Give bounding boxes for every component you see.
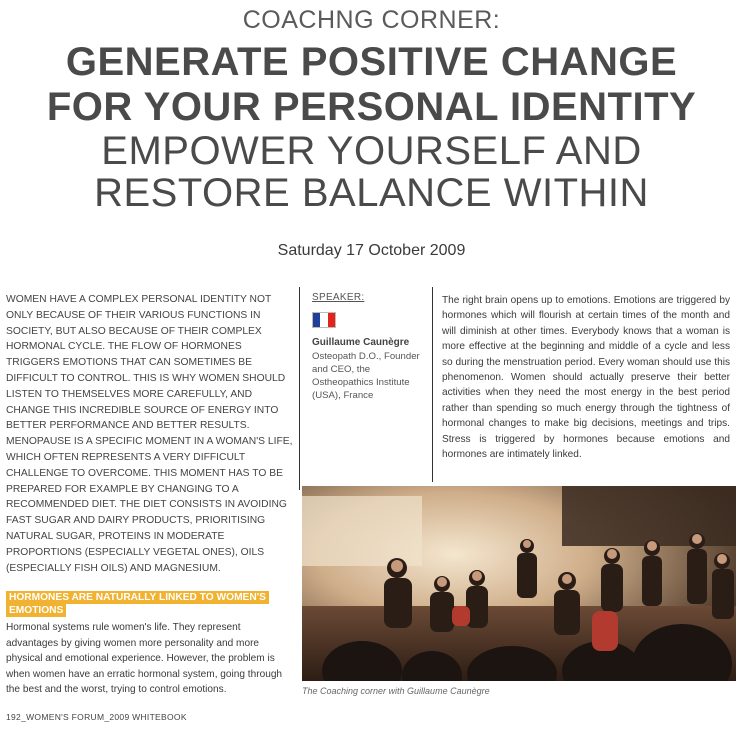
column-divider-left (299, 287, 300, 490)
page-footer: 192_WOMEN'S FORUM_2009 WHITEBOOK (6, 712, 187, 722)
event-photo (302, 486, 736, 681)
section-heading (6, 591, 291, 617)
photo-illustration (302, 486, 736, 681)
speaker-box (312, 292, 432, 402)
speaker-name: Guillaume Caunègre (312, 337, 410, 348)
headline-line-1: GENERATE POSITIVE CHANGE (65, 40, 678, 84)
flag-stripe-red (328, 313, 335, 327)
paragraph-hormones: Hormonal systems rule women's life. They represent advantages by giving women more personality and more physical and emotional experience. However, the problem is when women have an erratic hormonal system, going through the best and the worst, trying to control emotions. (6, 622, 283, 696)
subhead-line-1: EMPOWER YOURSELF AND (101, 129, 642, 173)
flag-stripe-blue (313, 313, 320, 327)
subheadline (0, 130, 743, 214)
right-column-text: The right brain opens up to emotions. Emotions are triggered by hormones which will flourish at certain times of the month and will diminish at other times. Everybody knows that a woman is more effective at the beginning and middle of a cycle and less so during the menstruation period. Every woman should use this phenomenon. Women should actually preserve their better activities when they need the most energy in the best period rather than spending so much energy through the tightness of hormonal changes to make big decisions, meetings and trips. Stress is triggered by hormones because emotions and hormones are intimately linked. (442, 295, 730, 461)
photo-caption: The Coaching corner with Guillaume Caunègre (302, 686, 490, 696)
paragraph-intro: WOMEN HAVE A COMPLEX PERSONAL IDENTITY NOT ONLY BECAUSE OF THEIR VARIOUS FUNCTIONS IN SOCIETY, BUT ALSO BECAUSE OF THEIR COMPLEX HORMONAL CYCLE. THE FLOW OF HORMONES TRIGGERS EMOTIONS THAT CAN SOMETIMES BE DIFFICULT TO CONTROL. THIS IS WHY WOMEN SHOULD LISTEN TO THEMSELVES MORE CAREFULLY, AND CHANGE THIS INCREDIBLE SOURCE OF ENERGY INTO BETTER PERFORMANCE AND BETTER RESULTS. (6, 294, 286, 432)
section-heading-text: HORMONES ARE NATURALLY LINKED TO WOMEN'S EMOTIONS (6, 591, 269, 617)
flag-stripe-white (320, 313, 327, 327)
kicker-title: COACHNG CORNER: (242, 6, 501, 34)
event-date: Saturday 17 October 2009 (277, 242, 466, 259)
headline-line-2: FOR YOUR PERSONAL IDENTITY (46, 85, 697, 129)
left-column (6, 292, 293, 576)
speaker-label: SPEAKER: (312, 292, 365, 303)
headline (0, 40, 743, 130)
speaker-description: Osteopath D.O., Founder and CEO, the Ostheopathics Institute (USA), France (312, 351, 420, 401)
french-flag-icon (312, 312, 336, 328)
column-divider-right (432, 287, 433, 482)
subhead-line-2: RESTORE BALANCE WITHIN (94, 171, 649, 215)
paragraph-menopause: MENOPAUSE IS A SPECIFIC MOMENT IN A WOMAN'S LIFE, WHICH OFTEN REPRESENTS A VERY DIFFICULT CHALLENGE TO OVERCOME. THIS MOMENT HAS TO BE PREPARED FOR EXAMPLE BY CHANGING TO A RECOMMENDED DIET. THE DIET CONSISTS IN AVOIDING FAST SUGAR AND DAIRY PRODUCTS, PRIORITISING NATURAL SUGAR, PROTEINS IN MODERATE PROPORTIONS (ESPECIALLY VEGETAL ONES), OILS (ESPECIALLY FISH OILS) AND MAGNESIUM. (6, 436, 293, 574)
